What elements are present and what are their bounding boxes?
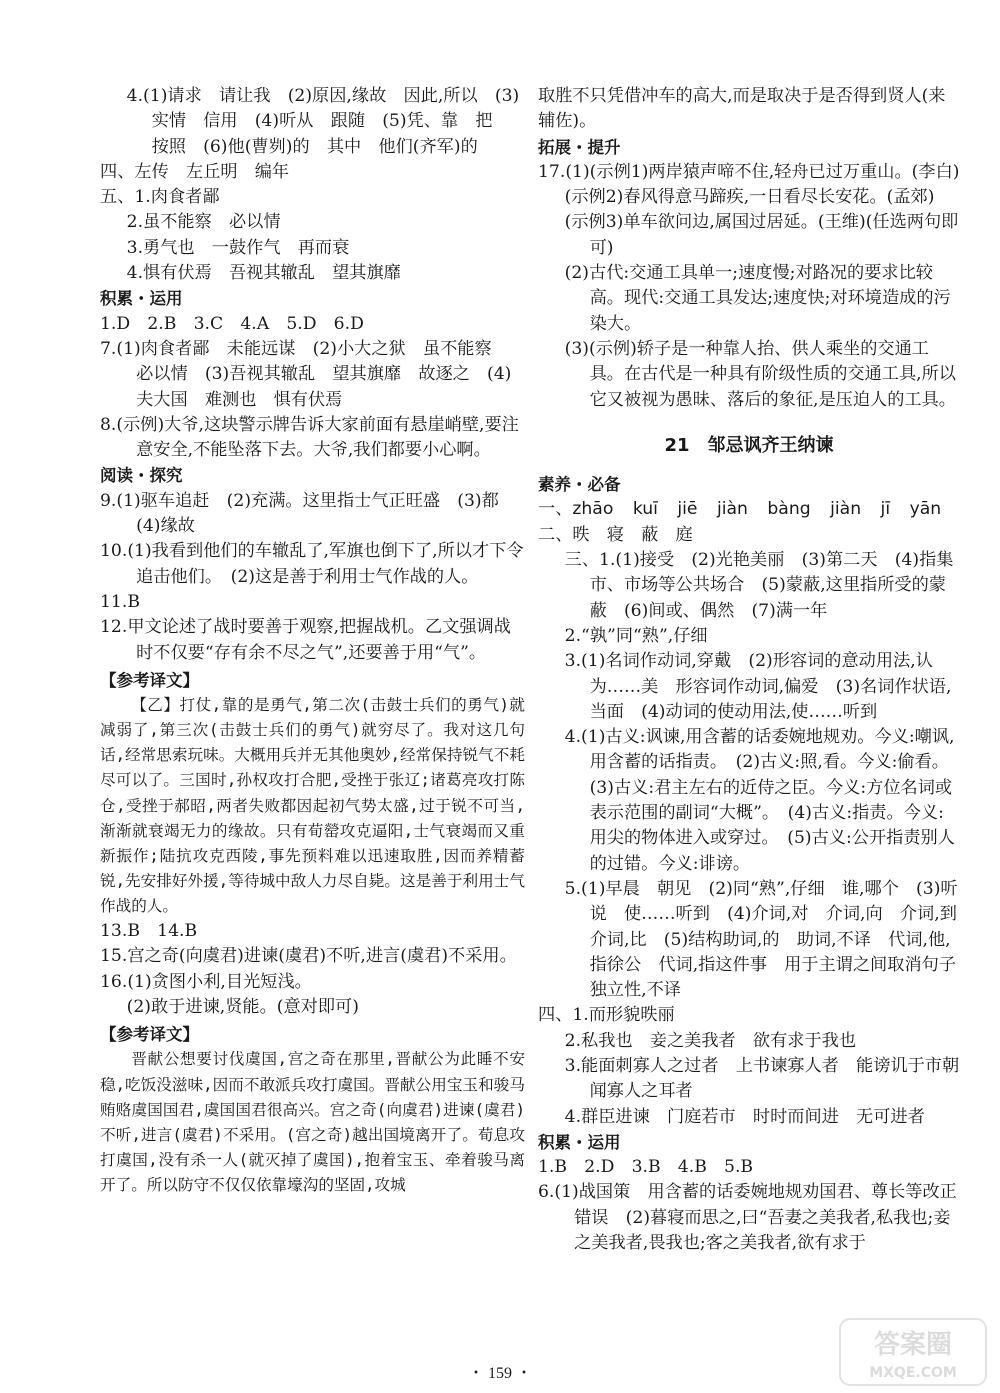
left-line-5: 4.惧有伏焉 吾视其辙乱 望其旗靡 — [126, 263, 401, 284]
left-line-13: 11.B — [100, 591, 140, 612]
right-bottom-line-0: 二、昳 寝 蔽 庭 — [538, 524, 693, 545]
right-column-top — [538, 84, 960, 413]
svg-text:MXQE.COM: MXQE.COM — [869, 1365, 957, 1381]
right-top-line-5: (2)古代:交通工具单一;速度慢;对路况的要求比较高。现代:交通工具发达;速度快;对环境造成的污染大。 — [564, 263, 951, 334]
left-line-6: 积累・运用 — [100, 289, 183, 309]
left-line-7: 1.D 2.B 3.C 4.A 5.D 6.D — [100, 313, 364, 334]
right-bottom-line-8: 3.能面刺寡人之过者 上书谏寡人者 能谤讥于市朝 闻寡人之耳者 — [564, 1055, 977, 1102]
pinyin-prefix: 一、 — [538, 499, 573, 520]
right-top-line-3: (示例2)春风得意马蹄疾,一日看尽长安花。(孟郊) — [564, 187, 935, 208]
svg-text:答案圈: 答案圈 — [873, 1330, 953, 1360]
left-line-18: 15.宫之奇(向虞君)进谏(虞君)不听,进言(虞君)不采用。 — [100, 946, 517, 967]
left-line-19: 16.(1)贪图小利,目光短浅。 — [100, 971, 312, 992]
right-bottom-line-9: 4.群臣进谏 门庭若市 时时而间进 无可进者 — [564, 1106, 925, 1127]
left-line-16: 【乙】打仗,靠的是勇气,第二次(击鼓士兵们的勇气)就减弱了,第三次(击鼓士兵们的勇气)就穷尽了。我对这几句话,经常思索玩味。大概用兵并无其他奥妙,经常保持锐气不耗尽可以了。三国时,孙权攻打合肥,受挫于张辽;诸葛亮攻打陈仓,受挫于郝昭,两者失败都因起初气势太盛,过于锐不可当,渐渐就衰竭无力的缘故。只有荀罃攻克逼阳,士气衰竭而又重新振作;陆抗攻克西陵,事先预料难以迅速取胜,因而养精蓄锐,先安排好外援,等待城中敌人力尽自毙。这是善于利用士气作战的人。 — [100, 696, 525, 915]
left-line-12: 10.(1)我看到他们的车辙乱了,军旗也倒下了,所以才下令追击他们。 (2)这是善于利用士气作战的人。 — [100, 541, 524, 587]
left-line-10: 阅读・探究 — [100, 466, 183, 486]
left-line-9: 8.(示例)大爷,这块警示牌告诉大家前面有悬崖峭壁,要注意安全,不能坠落下去。大爷,我们都要小心啊。 — [100, 414, 519, 461]
left-line-11: 9.(1)驱车追赶 (2)充满。这里指士气正旺盛 (3)都 (4)缘故 — [100, 490, 517, 537]
pinyin-text: zhāo kuī jiē jiàn bàng jiàn jī yān — [572, 499, 942, 520]
right-bottom-line-10: 积累・运用 — [538, 1132, 621, 1152]
section-head-suyang: 素养・必备 — [538, 475, 621, 495]
right-column — [538, 84, 977, 1256]
right-bottom-line-5: 5.(1)早晨 朝见 (2)同“熟”,仔细 谁,哪个 (3)听说 使……听到 (4)介词,对 介词,向 介词,到 介词,比 (5)结构助词,的 助词,不译 代词,他,指徐公 代词,指这件事 用于主谓之间取消句子独立性,不译 — [564, 878, 975, 1001]
left-line-21: 【参考译文】 — [100, 1025, 199, 1045]
left-line-22: 晋献公想要讨伐虞国,宫之奇在那里,晋献公为此睡不安稳,吃饭没滋味,因而不敢派兵攻打虞国。晋献公用宝玉和骏马贿赂虞国国君,虞国国君很高兴。宫之奇(向虞君)进谏(虞君)不听,进言(虞君)不采用。(宫之奇)越出国境离开了。荀息攻打虞国,没有杀一人(就灭掉了虞国),抱着宝玉、牵着骏马离开了。所以防守不仅仅依靠壕沟的坚固,攻城 — [100, 1050, 525, 1194]
right-bottom-line-3: 3.(1)名词作动词,穿戴 (2)形容词的意动用法,认为……美 形容词作动词,偏爱 (3)名词作状语,当面 (4)动词的使动用法,使……听到 — [564, 651, 952, 722]
right-bottom-line-1: 三、1.(1)接受 (2)光艳美丽 (3)第二天 (4)指集市、市场等公共场合 (5)蒙蔽,这里指所受的蒙蔽 (6)间或、偶然 (7)满一年 — [564, 550, 954, 621]
right-bottom-line-4: 4.(1)古义:讽谏,用含蓄的话委婉地规劝。今义:嘲讽,用含蓄的话指责。 (2)古义:照,看。今义:偷看。 (3)古义:君主左右的近侍之臣。今义:方位名词或表示范围的副词“大概”。 (4)古义:指责。今义:用尖的物体进入或穿过。 (5)古义:公开指责别人的过错。今义:诽谤。 — [564, 727, 958, 874]
right-top-line-0: 取胜不只凭借冲车的高大,而是取决于是否得到贤人(来辅佐)。 — [538, 86, 946, 132]
watermark-logo — [838, 1317, 988, 1387]
right-top-line-6: (3)(示例)轿子是一种靠人抬、供人乘坐的交通工具。在古代是一种具有阶级性质的交通工具,所以它又被视为愚昧、落后的象征,是压迫人的工具。 — [564, 338, 956, 410]
page-number: ・ 159 ・ — [467, 1365, 532, 1382]
right-bottom-line-7: 2.私我也 妾之美我者 欲有求于我也 — [564, 1030, 857, 1051]
right-column-bottom — [538, 523, 977, 1257]
right-top-line-2: 17.(1)(示例1)两岸猿声啼不住,轻舟已过万重山。(李白) — [538, 161, 960, 182]
left-line-1: 四、左传 左丘明 编年 — [100, 161, 290, 182]
left-line-2: 五、1.肉食者鄙 — [100, 187, 220, 208]
left-line-0: 4.(1)请求 请让我 (2)原因,缘故 因此,所以 (3)实情 信用 (4)听从 跟随 (5)凭、靠 把 按照 (6)他(曹刿)的 其中 他们(齐军)的 — [126, 86, 520, 157]
right-bottom-line-12: 6.(1)战国策 用含蓄的话委婉地规劝国君、尊长等改正错误 (2)暮寝而思之,曰“吾妻之美我者,私我也;妾之美我者,畏我也;客之美我者,欲有求于 — [538, 1182, 957, 1254]
right-top-line-4: (示例3)单车欲问边,属国过居延。(王维)(任选两句即可) — [564, 212, 959, 258]
left-line-15: 【参考译文】 — [100, 670, 199, 690]
right-top-line-1: 拓展・提升 — [538, 137, 621, 157]
right-bottom-line-6: 四、1.而形貌昳丽 — [538, 1005, 675, 1026]
pinyin-line — [538, 497, 960, 522]
left-column — [100, 84, 525, 1198]
right-bottom-line-11: 1.B 2.D 3.B 4.B 5.B — [538, 1157, 754, 1178]
right-bottom-line-2: 2.“孰”同“熟”,仔细 — [564, 625, 708, 646]
lesson-title: 21 邹忌讽齐王纳谏 — [664, 434, 834, 456]
left-line-8: 7.(1)肉食者鄙 未能远谋 (2)小大之狱 虽不能察 必以情 (3)吾视其辙乱 望其旗靡 故逐之 (4)夫大国 难测也 惧有伏焉 — [100, 338, 512, 410]
left-line-20: (2)敢于进谏,贤能。(意对即可) — [126, 996, 359, 1017]
left-line-3: 2.虽不能察 必以情 — [126, 212, 281, 233]
left-line-4: 3.勇气也 一鼓作气 再而衰 — [126, 237, 350, 258]
left-line-14: 12.甲文论述了战时要善于观察,把握战机。乙文强调战时不仅要“存有余不尽之气”,还要善于用“气”。 — [100, 617, 511, 663]
left-line-17: 13.B 14.B — [100, 920, 198, 941]
